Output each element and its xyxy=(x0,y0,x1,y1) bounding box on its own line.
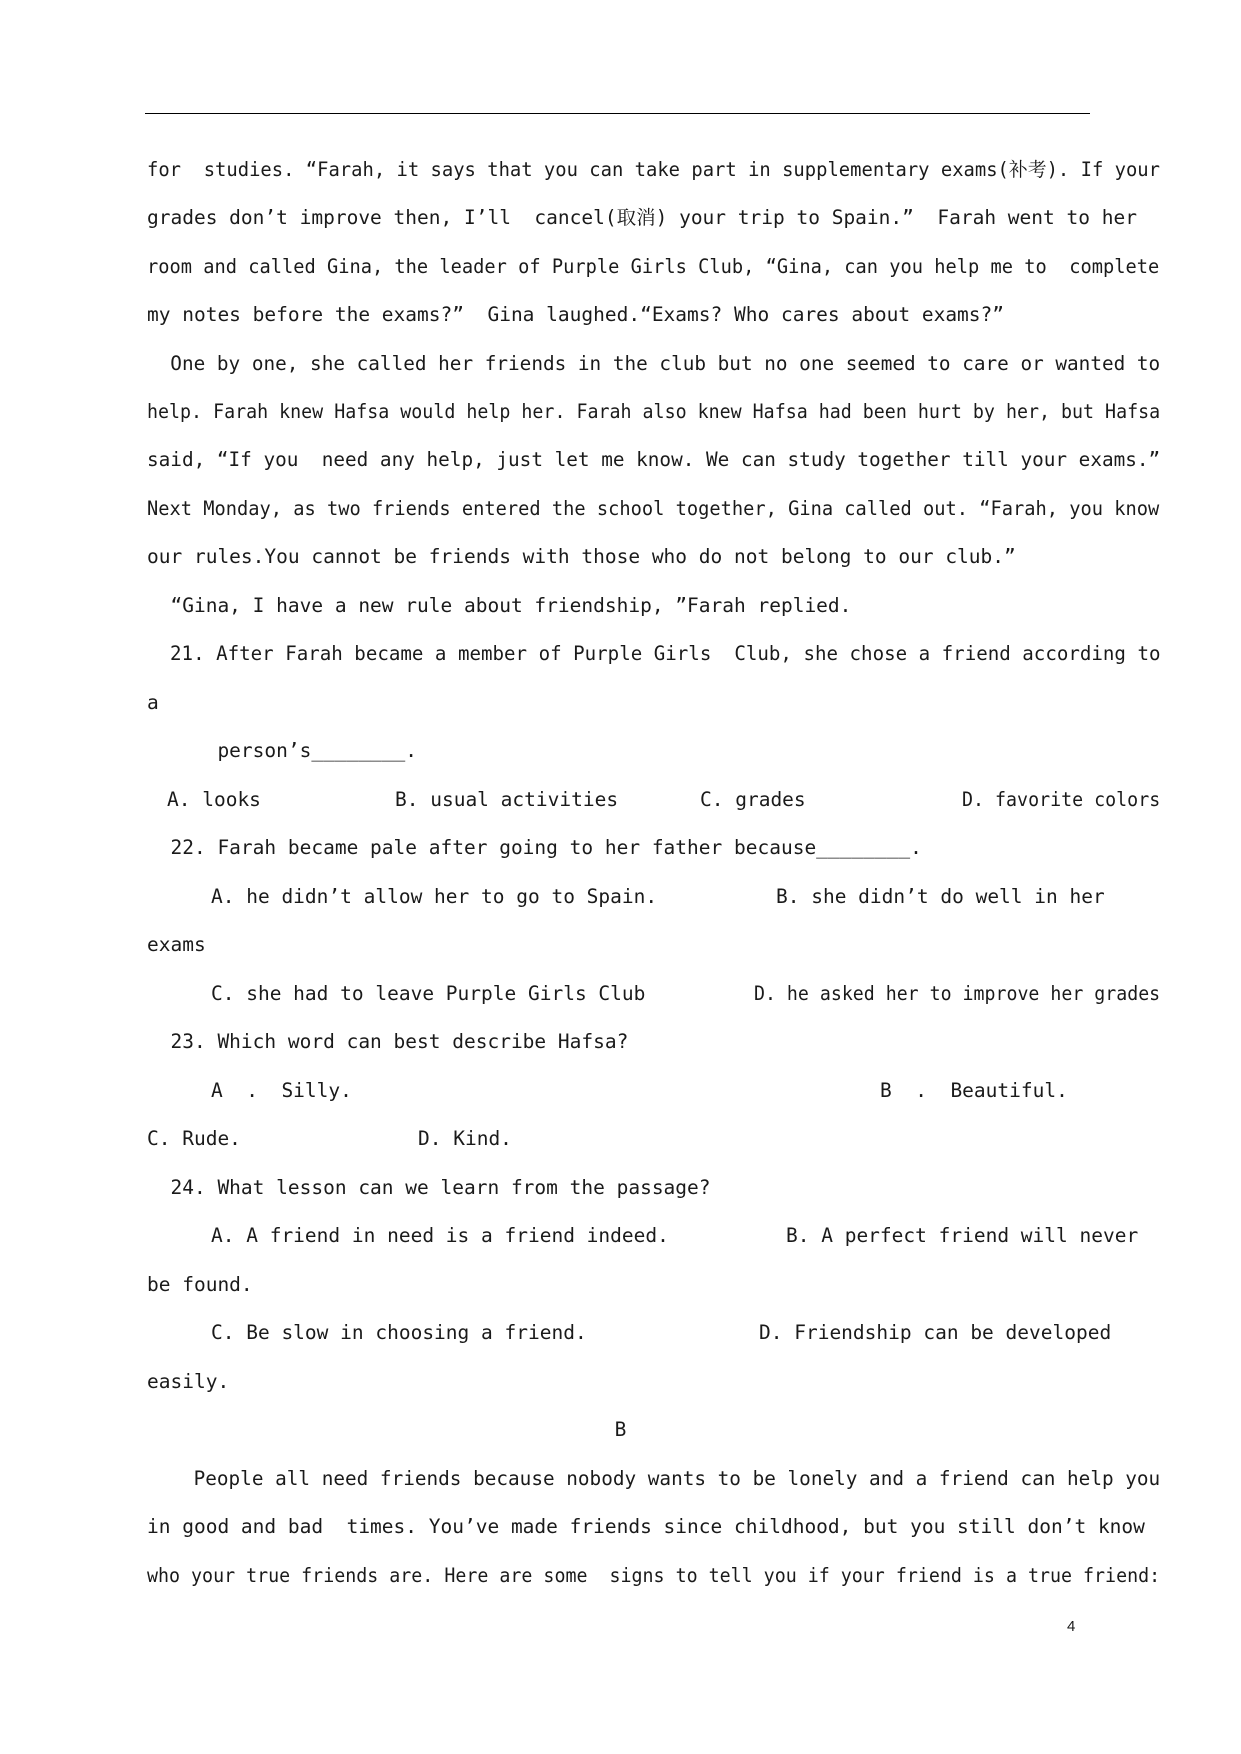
option-d: D. Friendship can be developed xyxy=(759,1321,1112,1344)
passage-line: said, “If you need any help, just let me know. We can study together till your exams.” xyxy=(147,448,1161,471)
passage-line: People all need friends because nobody wants to be lonely and a friend can help you xyxy=(147,1467,1161,1490)
passage-line: for studies. “Farah, it says that you can take part in supplementary exams(补考). If your xyxy=(147,158,1160,181)
option-c: C. Be slow in choosing a friend. xyxy=(211,1321,587,1344)
passage-line: room and called Gina, the leader of Purple Girls Club, “Gina, can you help me to complete xyxy=(147,255,1160,278)
passage-line: our rules.You cannot be friends with those who do not belong to our club.” xyxy=(147,545,1016,568)
question-stem: 24. What lesson can we learn from the passage? xyxy=(147,1176,711,1199)
option-a: A. he didn’t allow her to go to Spain. xyxy=(211,885,658,908)
question-stem-wrap: a xyxy=(147,691,159,714)
option-d-wrap: easily. xyxy=(147,1370,230,1393)
option-a: A . Silly. xyxy=(211,1079,352,1102)
option-c: C. Rude. xyxy=(147,1127,241,1150)
option-a: A. looks xyxy=(167,788,261,811)
passage-line: who your true friends are. Here are some signs to tell you if your friend is a true friend: xyxy=(147,1564,1161,1587)
passage-line: One by one, she called her friends in the club but no one seemed to care or wanted to xyxy=(147,352,1161,375)
header-rule xyxy=(145,113,1090,114)
option-b: B. usual activities xyxy=(395,788,619,811)
section-heading: B xyxy=(614,1418,627,1441)
option-a: A. A friend in need is a friend indeed. xyxy=(211,1224,669,1247)
passage-line: Next Monday, as two friends entered the school together, Gina called out. “Farah, you know xyxy=(147,497,1160,520)
option-b: B. she didn’t do well in her xyxy=(776,885,1105,908)
question-stem: 21. After Farah became a member of Purple Girls Club, she chose a friend according to xyxy=(147,642,1161,665)
question-stem-cont: person’s________. xyxy=(147,739,418,762)
option-d: D. favorite colors xyxy=(962,788,1161,811)
option-b: B . Beautiful. xyxy=(880,1079,1068,1102)
passage-line: grades don’t improve then, I’ll cancel(取消) your trip to Spain.” Farah went to her xyxy=(147,206,1137,229)
passage-line: my notes before the exams?” Gina laughed.“Exams? Who cares about exams?” xyxy=(147,303,1005,326)
option-c: C. she had to leave Purple Girls Club xyxy=(211,982,646,1005)
option-d: D. he asked her to improve her grades xyxy=(754,982,1161,1005)
passage-line: help. Farah knew Hafsa would help her. Farah also knew Hafsa had been hurt by her, but Hafsa xyxy=(147,400,1161,423)
option-c: C. grades xyxy=(700,788,806,811)
passage-line: in good and bad times. You’ve made friends since childhood, but you still don’t know xyxy=(147,1515,1145,1538)
page-number: 4 xyxy=(1067,1618,1076,1635)
option-b: B. A perfect friend will never xyxy=(786,1224,1139,1247)
option-b-wrap: be found. xyxy=(147,1273,253,1296)
option-b-wrap: exams xyxy=(147,933,206,956)
option-d: D. Kind. xyxy=(418,1127,512,1150)
passage-line: “Gina, I have a new rule about friendship, ”Farah replied. xyxy=(147,594,852,617)
question-stem: 22. Farah became pale after going to her father because________. xyxy=(147,836,922,859)
question-stem: 23. Which word can best describe Hafsa? xyxy=(147,1030,629,1053)
